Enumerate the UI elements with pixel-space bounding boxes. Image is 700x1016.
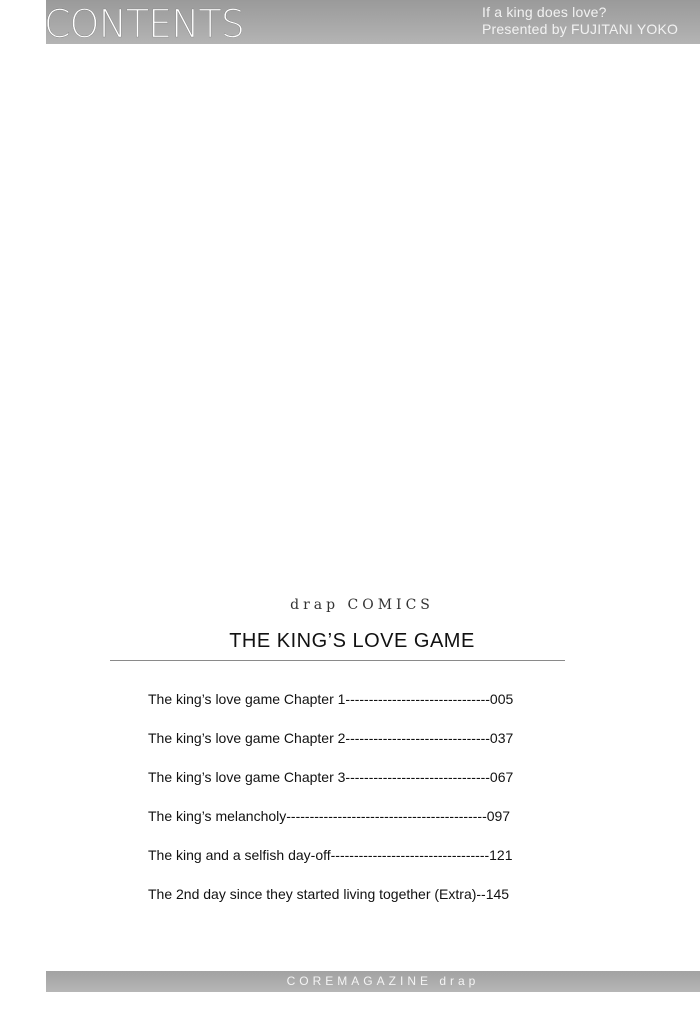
publisher-imprint: drap COMICS [290, 597, 434, 613]
header-subtitle-line2: Presented by FUJITANI YOKO [482, 21, 679, 37]
toc-entry-melancholy: The king’s melancholy-------------------------------------------097 [148, 808, 511, 824]
toc-entry-chapter-3: The king’s love game Chapter 3-------------------------------067 [148, 769, 514, 785]
toc-entry-chapter-2: The king’s love game Chapter 2-------------------------------037 [148, 730, 514, 746]
footer-band [46, 971, 700, 992]
header-subtitle-line1: If a king does love? [482, 4, 607, 20]
toc-entry-extra: The 2nd day since they started living together (Extra)--145 [148, 886, 510, 902]
footer-publisher: COREMAGAZINE drap [286, 974, 480, 988]
contents-heading: CONTENTS [44, 2, 244, 46]
table-of-contents [148, 689, 548, 923]
header-subtitle [482, 4, 678, 38]
toc-entry-chapter-1: The king’s love game Chapter 1-------------------------------005 [148, 691, 514, 707]
title-divider [110, 660, 565, 661]
toc-entry-day-off: The king and a selfish day-off----------------------------------121 [148, 847, 513, 863]
book-title: THE KING’S LOVE GAME [229, 630, 475, 652]
